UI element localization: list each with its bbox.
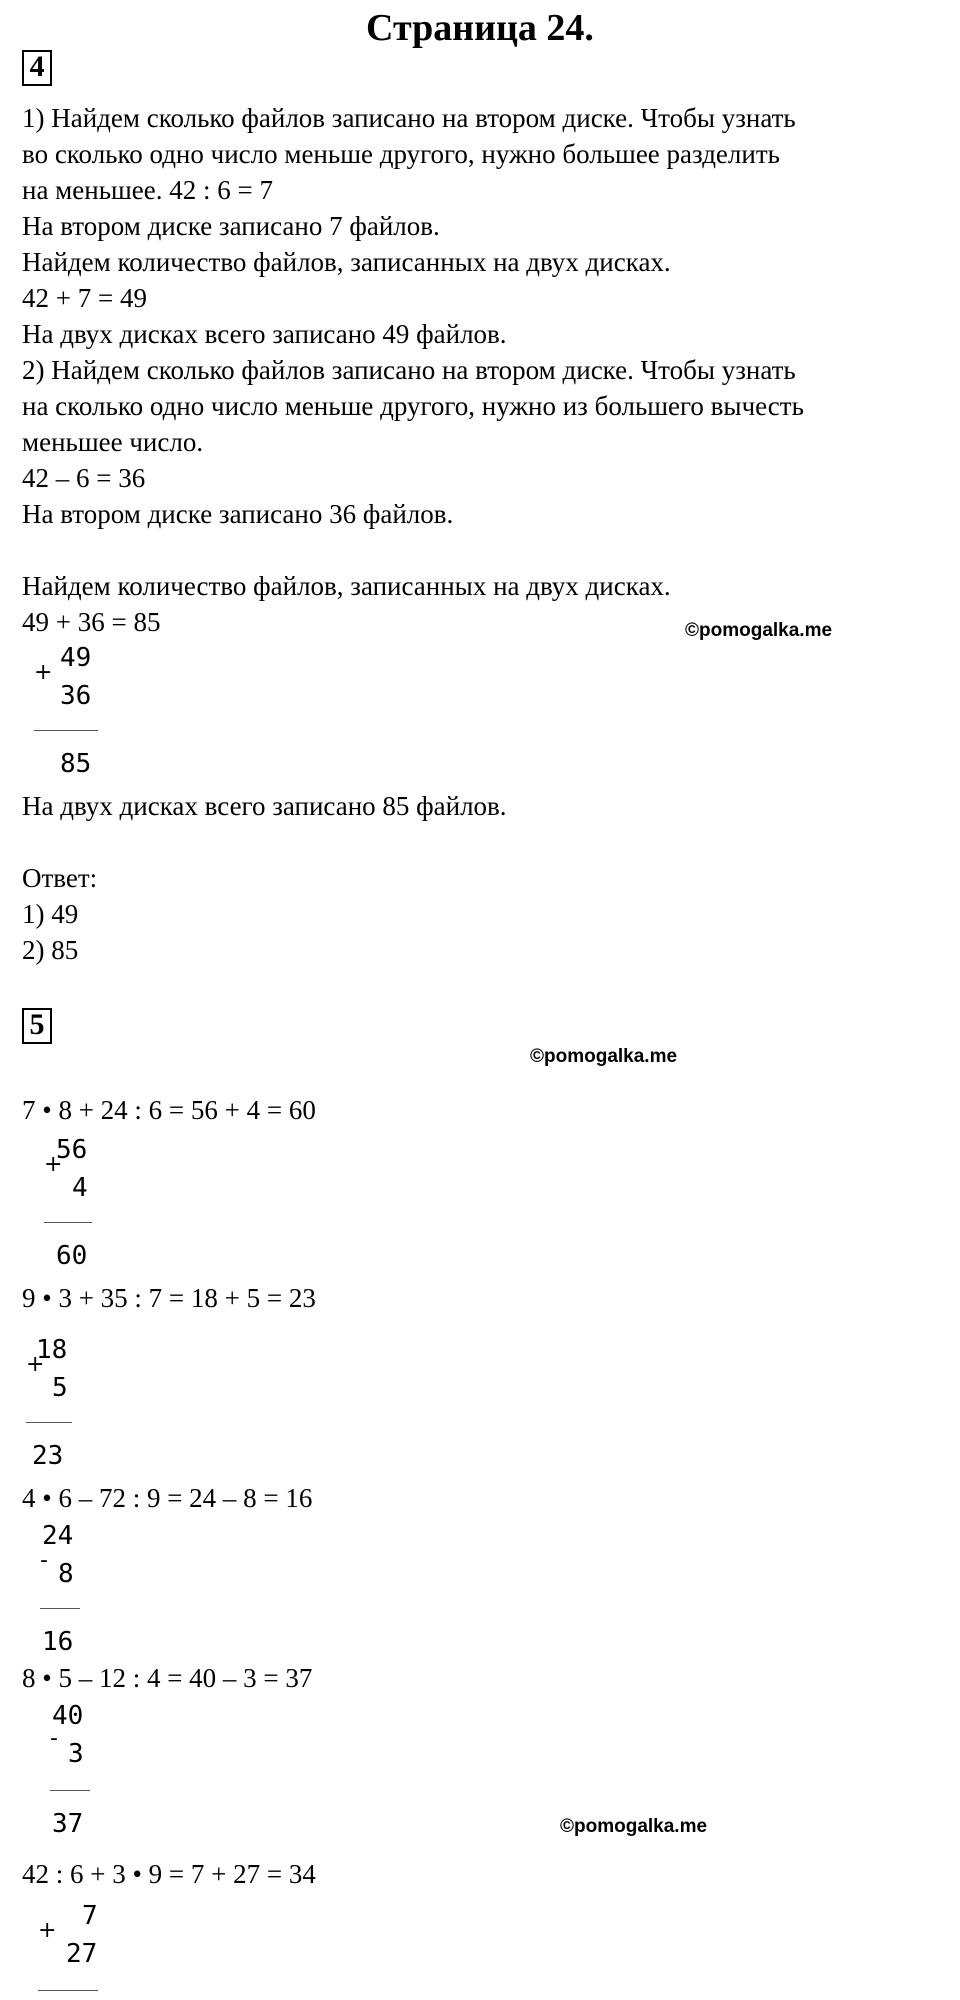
task-number-4: 4 — [22, 50, 52, 86]
task4-line: 2) Найдем сколько файлов записано на втором диске. Чтобы узнать — [22, 355, 796, 385]
column-result: 85 — [60, 749, 92, 779]
column-bottom: 27 — [66, 1939, 98, 1969]
column-bar — [40, 1608, 80, 1609]
answer-label: Ответ: — [22, 863, 98, 893]
column-bottom: 36 — [60, 681, 92, 711]
column-result: 60 — [56, 1241, 88, 1271]
task4-line: На двух дисках всего записано 85 файлов. — [22, 791, 507, 821]
answer-item: 1) 49 — [22, 899, 79, 929]
column-top: 24 — [42, 1521, 74, 1551]
task-number-5: 5 — [22, 1008, 52, 1044]
task4-line: Найдем количество файлов, записанных на двух дисках. — [22, 571, 671, 601]
expression: 8 • 5 – 12 : 4 = 40 – 3 = 37 — [22, 1663, 313, 1693]
column-top: 49 — [60, 643, 92, 673]
column-top: 56 — [56, 1135, 88, 1165]
answer-item: 2) 85 — [22, 935, 79, 965]
column-sign: + — [44, 1152, 63, 1177]
column-result: 23 — [32, 1441, 64, 1471]
column-sign: + — [38, 1918, 57, 1943]
column-bar — [34, 730, 98, 731]
column-bottom: 8 — [58, 1559, 74, 1589]
task4-line: 42 + 7 = 49 — [22, 283, 147, 313]
watermark: ©pomogalka.me — [530, 1046, 678, 1067]
column-bottom: 5 — [52, 1373, 68, 1403]
task4-line: 49 + 36 = 85 — [22, 607, 161, 637]
column-bottom: 3 — [68, 1739, 84, 1769]
expression: 7 • 8 + 24 : 6 = 56 + 4 = 60 — [22, 1095, 316, 1125]
task4-line: меньшее число. — [22, 427, 204, 457]
task4-line: во сколько одно число меньше другого, нужно большее разделить — [22, 139, 780, 169]
watermark: ©pomogalka.me — [560, 1816, 708, 1837]
expression: 9 • 3 + 35 : 7 = 18 + 5 = 23 — [22, 1283, 316, 1313]
column-sign: - — [50, 1726, 58, 1751]
task4-line: на меньшее. 42 : 6 = 7 — [22, 175, 274, 205]
column-top: 40 — [52, 1701, 84, 1731]
task4-line: 42 – 6 = 36 — [22, 463, 146, 493]
column-sign: - — [40, 1548, 48, 1573]
column-bottom: 4 — [72, 1173, 88, 1203]
column-sign: + — [26, 1352, 45, 1377]
task4-line: на сколько одно число меньше другого, нужно из большего вычесть — [22, 391, 804, 421]
column-bar — [50, 1790, 90, 1791]
task4-line: На втором диске записано 36 файлов. — [22, 499, 454, 529]
task4-line: 1) Найдем сколько файлов записано на втором диске. Чтобы узнать — [22, 103, 796, 133]
page-title: Страница 24. — [366, 7, 594, 49]
column-result: 37 — [52, 1809, 84, 1839]
column-top: 18 — [36, 1335, 68, 1365]
column-sign: + — [34, 660, 53, 685]
column-top: 7 — [82, 1901, 98, 1931]
column-bar — [38, 1990, 98, 1991]
watermark: ©pomogalka.me — [685, 620, 833, 641]
column-bar — [44, 1222, 92, 1223]
expression: 4 • 6 – 72 : 9 = 24 – 8 = 16 — [22, 1483, 313, 1513]
column-bar — [26, 1422, 72, 1423]
expression: 42 : 6 + 3 • 9 = 7 + 27 = 34 — [22, 1859, 316, 1889]
task4-line: Найдем количество файлов, записанных на двух дисках. — [22, 247, 671, 277]
task4-line: На втором диске записано 7 файлов. — [22, 211, 440, 241]
column-result: 16 — [42, 1627, 74, 1657]
task4-line: На двух дисках всего записано 49 файлов. — [22, 319, 507, 349]
